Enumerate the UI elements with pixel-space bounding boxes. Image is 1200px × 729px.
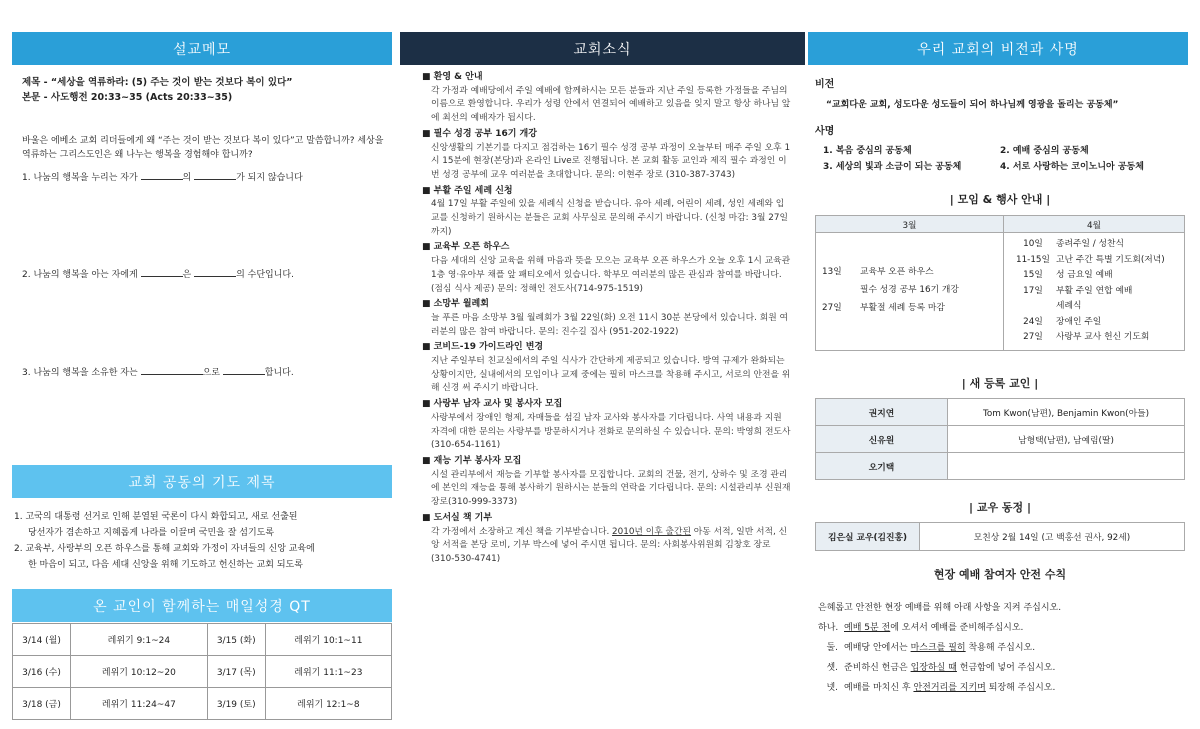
qt-table bbox=[12, 623, 392, 720]
news-title: ■ 부활 주일 세례 신청 bbox=[422, 185, 513, 196]
member-name: 권지연 bbox=[816, 399, 948, 426]
qt-passage: 레위기 11:24~47 bbox=[71, 688, 208, 720]
mission-item: 1. 복음 중심의 공동체 bbox=[823, 146, 912, 156]
rule-text: 예배를 마치신 후 bbox=[844, 683, 914, 693]
sermon-title: 제목 - “세상을 역류하라: (5) 주는 것이 받는 것보다 복이 있다” bbox=[22, 77, 293, 88]
answer-blank[interactable] bbox=[194, 170, 236, 180]
table-row bbox=[816, 216, 1185, 233]
schedule-march bbox=[816, 233, 1004, 351]
safety-rule bbox=[818, 658, 1188, 678]
registration-title: | 새 등록 교인 | bbox=[961, 377, 1039, 390]
qt-header-label: 온 교인이 함께하는 매일성경 QT bbox=[93, 598, 311, 615]
qt-passage: 레위기 10:12~20 bbox=[71, 656, 208, 688]
rule-num: 셋. bbox=[826, 663, 838, 673]
vision-header-label: 우리 교회의 비전과 사명 bbox=[917, 41, 1079, 58]
news-body: 늘 푸른 마음 소망부 3월 월례회가 3월 22일(화) 오전 11시 30분 본당에서 있습니다. 회원 여러분의 많은 참여 바랍니다. 문의: 진수길 집사 (951-202-1922) bbox=[431, 312, 789, 337]
mission-item: 2. 예배 중심의 공동체 bbox=[1000, 146, 1089, 156]
q2-part-a: 2. 나눔의 행복을 아는 자에게 bbox=[22, 270, 141, 280]
sermon-text: 본문 - 사도행전 20:33~35 (Acts 20:33~35) bbox=[22, 92, 233, 103]
news-title: ■ 사랑부 남자 교사 및 봉사자 모집 bbox=[422, 399, 563, 410]
vision-header bbox=[808, 32, 1188, 65]
schedule-event: 교육부 오픈 하우스 bbox=[860, 267, 934, 277]
rule-text: 착용해 주십시오. bbox=[965, 643, 1036, 653]
prayer-item-2-line-2: 한 마음이 되고, 다음 세대 신앙을 위해 기도하고 헌신하는 교회 되도록 bbox=[28, 560, 303, 570]
news-item-talent bbox=[422, 455, 792, 510]
prayer-item-1 bbox=[14, 509, 394, 541]
answer-blank[interactable] bbox=[141, 365, 203, 375]
sermon-question-1 bbox=[22, 170, 303, 183]
news-header-label: 교회소식 bbox=[573, 41, 632, 58]
schedule-day bbox=[822, 283, 860, 297]
table-row bbox=[13, 656, 392, 688]
news-body bbox=[422, 526, 792, 567]
q1-part-a: 1. 나눔의 행복을 누리는 자가 bbox=[22, 173, 141, 183]
answer-blank[interactable] bbox=[223, 365, 265, 375]
news-item-volunteers bbox=[422, 398, 792, 453]
rule-underline: 마스크를 필히 bbox=[910, 643, 966, 653]
schedule-event: 종려주일 / 성찬식 bbox=[1056, 239, 1125, 249]
answer-blank[interactable] bbox=[141, 170, 183, 180]
rule-num: 둘. bbox=[826, 643, 838, 653]
staff-note: 모친상 2월 14일 (고 백홍선 권사, 92세) bbox=[920, 523, 1185, 551]
table-row bbox=[816, 426, 1185, 453]
q3-part-c: 합니다. bbox=[264, 368, 294, 378]
news-body: 지난 주일부터 친교실에서의 주일 식사가 간단하게 제공되고 있습니다. 방역 규제가 완화되는 상황이지만, 실내에서의 모임이나 교제 중에는 필히 마스크를 착용해 주시고, 서로의 안전을 위해 신경 써 주시기 바랍니다. bbox=[431, 356, 791, 394]
table-row bbox=[816, 399, 1185, 426]
schedule-day: 15일 bbox=[1023, 270, 1043, 280]
member-family: Tom Kwon(남편), Benjamin Kwon(아들) bbox=[948, 399, 1185, 426]
qt-date: 3/15 (화) bbox=[207, 624, 265, 656]
schedule-april-grid bbox=[1010, 237, 1184, 346]
schedule-day: 10일 bbox=[1023, 239, 1043, 249]
news-list bbox=[422, 71, 792, 569]
rule-num: 하나. bbox=[818, 623, 839, 633]
sermon-intro: 바울은 에베소 교회 리더들에게 왜 “주는 것이 받는 것보다 복이 있다”고 말씀합니까? 세상을 역류하는 그리스도인은 왜 나누는 행복을 경험해야 합니까? bbox=[22, 136, 384, 160]
schedule-april bbox=[1004, 233, 1185, 351]
schedule-event: 장애인 주일 bbox=[1056, 316, 1102, 327]
rule-underline: 안전거리를 지키며 bbox=[913, 683, 986, 693]
schedule-table bbox=[815, 215, 1185, 351]
news-body-part: 각 가정에서 소장하고 계신 책을 기부받습니다. bbox=[431, 526, 613, 537]
member-family bbox=[948, 453, 1185, 480]
member-name: 신유원 bbox=[816, 426, 948, 453]
news-item-open-house bbox=[422, 241, 792, 296]
schedule-month: 4월 bbox=[1004, 216, 1185, 233]
prayer-header-label: 교회 공동의 기도 제목 bbox=[128, 474, 276, 491]
schedule-day: 24일 bbox=[1023, 316, 1043, 327]
safety-intro: 은혜롭고 안전한 현장 예배를 위해 아래 사항을 지켜 주십시오. bbox=[818, 603, 1062, 613]
rule-underline: 예배 5분 전 bbox=[844, 623, 891, 633]
schedule-event: 사랑부 교사 헌신 기도회 bbox=[1056, 332, 1150, 342]
safety-rule bbox=[818, 638, 1188, 658]
news-item-monthly-meeting bbox=[422, 298, 792, 339]
safety-rule bbox=[818, 678, 1188, 698]
sermon-heading bbox=[22, 75, 293, 105]
schedule-event: 부활 주일 연합 예배 bbox=[1056, 285, 1133, 296]
news-body: 다음 세대의 신앙 교육을 위해 마음과 뜻을 모으는 교육부 오픈 하우스가 오늘 오후 1시 교육관 1층 영·유아부 채플 앞 패티오에서 있습니다. 학부모 여러분의 많은 관심과 참여를 바랍니다. (점심 식사 제공) 문의: 정해인 전도사(714-975-1519) bbox=[431, 256, 791, 294]
q2-part-b: 은 bbox=[182, 270, 195, 280]
schedule-event: 고난 주간 특별 기도회(저녁) bbox=[1056, 254, 1165, 265]
schedule-day: 11-15일 bbox=[1015, 254, 1051, 265]
news-item-welcome bbox=[422, 71, 792, 126]
staff-name: 김은실 교우(김진홍) bbox=[816, 523, 920, 551]
news-title: ■ 소망부 월례회 bbox=[422, 299, 489, 310]
prayer-header bbox=[12, 465, 392, 498]
schedule-day: 27일 bbox=[822, 303, 842, 313]
q3-part-b: 으로 bbox=[202, 368, 223, 378]
prayer-list bbox=[14, 509, 394, 573]
schedule-month: 3월 bbox=[816, 216, 1004, 233]
news-title: ■ 환영 & 안내 bbox=[422, 72, 483, 82]
qt-passage: 레위기 12:1~8 bbox=[265, 688, 391, 720]
table-row bbox=[13, 624, 392, 656]
qt-header bbox=[12, 589, 392, 622]
schedule-event: 세례식 bbox=[1056, 301, 1082, 311]
rule-underline: 입장하실 때 bbox=[910, 663, 957, 673]
mission-item: 3. 세상의 빛과 소금이 되는 공동체 bbox=[823, 162, 962, 172]
prayer-item-2-line-1: 2. 교육부, 사랑부의 오픈 하우스를 통해 교회와 가정이 자녀들의 신앙 교육에 bbox=[14, 544, 315, 554]
safety-title: 현장 예배 참여자 안전 수칙 bbox=[933, 568, 1067, 581]
q2-part-c: 의 수단입니다. bbox=[236, 270, 294, 280]
news-body-part: 아동 서적, 일반 서적, 신앙 서적을 본당 로비, 기부 박스에 넣어 주시면 됩니다. 문의: 사회봉사위원회 김창호 장로 (310-530-4741) bbox=[431, 526, 788, 564]
schedule-march-grid bbox=[816, 265, 1003, 315]
rule-text: 에 오셔서 예배를 준비해주십시오. bbox=[890, 623, 1024, 633]
schedule-day bbox=[1010, 299, 1056, 315]
rule-text: 헌금함에 넣어 주십시오. bbox=[956, 663, 1056, 673]
news-item-bible-study bbox=[422, 128, 792, 183]
member-family: 남형택(남편), 남예림(딸) bbox=[948, 426, 1185, 453]
table-row bbox=[816, 453, 1185, 480]
schedule-day: 17일 bbox=[1023, 285, 1043, 296]
news-body-underline: 2010년 이후 출간된 bbox=[612, 526, 692, 537]
vision-label: 비전 bbox=[815, 79, 835, 90]
registration-table bbox=[815, 398, 1185, 480]
news-title: ■ 코비드-19 가이드라인 변경 bbox=[422, 342, 544, 353]
news-title: ■ 교육부 오픈 하우스 bbox=[422, 242, 510, 253]
news-body: 각 가정과 예배당에서 주일 예배에 함께하시는 모든 분들과 지난 주일 등록한 가정들을 주님의 이름으로 환영합니다. 우리가 성령 안에서 연결되어 예배하고 있음을 잊지 말고 항상 하나님 앞에 최선의 예배자가 됩시다. bbox=[431, 85, 791, 124]
staff-title: | 교우 동정 | bbox=[968, 501, 1032, 514]
prayer-item-1-line-2: 당선자가 겸손하고 지혜롭게 나라를 이끌며 국민을 잘 섬기도록 bbox=[28, 528, 275, 538]
rule-num: 넷. bbox=[826, 683, 838, 693]
schedule-event: 부활절 세례 등록 마감 bbox=[860, 303, 945, 313]
sermon-header-label: 설교메모 bbox=[172, 41, 232, 58]
schedule-event: 성 금요일 예배 bbox=[1056, 270, 1113, 280]
qt-passage: 레위기 10:1~11 bbox=[265, 624, 391, 656]
news-body: 시설 관리부에서 재능을 기부할 봉사자를 모집합니다. 교회의 건물, 전기, 상하수 및 조경 관리에 본인의 재능을 통해 봉사하기 원하시는 분들의 연락을 기다립니다. 문의: 시설관리부 신원재 장로(310-999-3373) bbox=[431, 469, 791, 508]
qt-date: 3/16 (수) bbox=[13, 656, 71, 688]
news-title: ■ 재능 기부 봉사자 모집 bbox=[422, 455, 522, 466]
qt-date: 3/18 (금) bbox=[13, 688, 71, 720]
schedule-title: | 모임 & 행사 안내 | bbox=[949, 193, 1051, 206]
q1-part-b: 의 bbox=[182, 173, 195, 183]
news-item-books bbox=[422, 512, 792, 567]
sermon-question-3 bbox=[22, 365, 294, 378]
staff-table bbox=[815, 522, 1185, 551]
sermon-header bbox=[12, 32, 392, 65]
table-row bbox=[13, 688, 392, 720]
member-name: 오기택 bbox=[816, 453, 948, 480]
mission-label: 사명 bbox=[815, 126, 835, 137]
news-title: ■ 필수 성경 공부 16기 개강 bbox=[422, 128, 537, 139]
answer-blank[interactable] bbox=[141, 267, 183, 277]
news-item-baptism bbox=[422, 185, 792, 240]
news-body: 신앙생활의 기본기를 다지고 점검하는 16기 필수 성경 공부 과정이 오늘부터 매주 주일 오후 1시 15분에 현장(본당)과 온라인 Live로 진행됩니다. 본 교회 활동 교인과 제직 필수 과정인 이번 성경 공부에 교우 여러분을 초대합니다. 문의: 이현주 장로 (310-387-3743) bbox=[431, 142, 791, 180]
safety-rule bbox=[818, 618, 1188, 638]
qt-date: 3/17 (목) bbox=[207, 656, 265, 688]
sermon-question-2 bbox=[22, 267, 294, 280]
qt-date: 3/19 (토) bbox=[207, 688, 265, 720]
schedule-day: 13일 bbox=[822, 267, 842, 277]
safety-list bbox=[818, 598, 1188, 698]
mission-item: 4. 서로 사랑하는 코이노니아 공동체 bbox=[1000, 162, 1144, 172]
news-title: ■ 도서실 책 기부 bbox=[422, 512, 493, 523]
news-item-covid bbox=[422, 341, 792, 396]
rule-text: 퇴장해 주십시오. bbox=[985, 683, 1056, 693]
table-row bbox=[816, 233, 1185, 351]
qt-date: 3/14 (월) bbox=[13, 624, 71, 656]
news-body: 사랑부에서 장애인 형제, 자매들을 섬길 남자 교사와 봉사자를 기다립니다. 사역 내용과 지원 자격에 대한 문의는 사랑부를 방문하시거나 전화로 문의하실 수 있습니다. 문의: 박영희 전도사(310-654-1161) bbox=[431, 412, 791, 451]
q3-part-a: 3. 나눔의 행복을 소유한 자는 bbox=[22, 368, 141, 378]
rule-text: 예배당 안에서는 bbox=[844, 643, 911, 653]
schedule-day: 27일 bbox=[1023, 332, 1043, 342]
news-header bbox=[400, 32, 805, 65]
rule-text: 준비하신 헌금은 bbox=[844, 663, 911, 673]
schedule-event: 필수 성경 공부 16기 개강 bbox=[860, 285, 959, 295]
prayer-item-1-line-1: 1. 고국의 대통령 선거로 인해 분열된 국론이 다시 화합되고, 새로 선출된 bbox=[14, 512, 298, 522]
qt-passage: 레위기 9:1~24 bbox=[71, 624, 208, 656]
news-body: 4월 17일 부활 주일에 있을 세례식 신청을 받습니다. 유아 세례, 어린이 세례, 성인 세례와 입교를 신청하기 원하시는 분들은 교회 사무실로 문의해 주시기 바랍니다. (신청 마감: 3월 27일까지) bbox=[431, 199, 788, 237]
prayer-item-2 bbox=[14, 541, 394, 573]
answer-blank[interactable] bbox=[194, 267, 236, 277]
q1-part-c: 가 되지 않습니다 bbox=[236, 173, 303, 183]
vision-text: “교회다운 교회, 성도다운 성도들이 되어 하나님께 영광을 돌리는 공동체” bbox=[826, 100, 1119, 110]
qt-passage: 레위기 11:1~23 bbox=[265, 656, 391, 688]
table-row bbox=[816, 523, 1185, 551]
